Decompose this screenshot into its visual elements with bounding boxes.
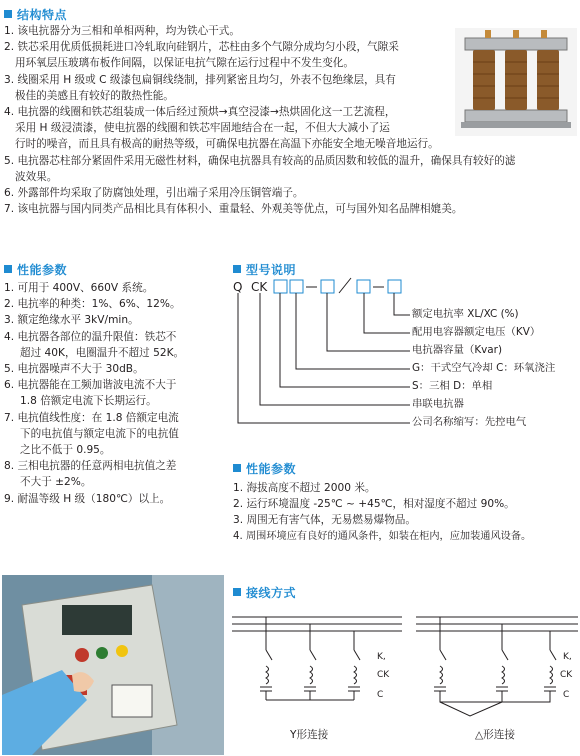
perf-right-line: 1. 海拔高度不超过 2000 米。 bbox=[233, 482, 376, 494]
model-label-series-reactor: 串联电抗器 bbox=[412, 398, 464, 410]
wiring-ck-label: CK bbox=[377, 670, 390, 680]
heading-square-icon bbox=[233, 588, 241, 596]
model-code-ck: CK bbox=[251, 280, 268, 294]
perf-left-line: 下的电抗值与额定电流下的电抗值 bbox=[20, 427, 179, 440]
structure-line: 行时的噪音，而且具有极高的耐热等级，可确保电抗器在高温下亦能安全地无噪音地运行。 bbox=[15, 138, 439, 151]
structure-line: 1. 该电抗器分为三相和单相两种，均为铁心干式。 bbox=[4, 25, 240, 37]
model-label-reactance-rate: 额定电抗率 XL/XC (%) bbox=[412, 308, 519, 320]
perf-right-title: 性能参数 bbox=[246, 461, 297, 476]
wiring-c-label: C bbox=[377, 690, 384, 700]
structure-line: 4. 电抗器的线圈和铁芯组装成一体后经过预烘→真空浸漆→热烘固化这一工艺流程， bbox=[4, 106, 396, 119]
reactor-photo bbox=[455, 28, 577, 136]
perf-left-title: 性能参数 bbox=[17, 262, 68, 277]
perf-left-line: 4. 电抗器各部位的温升限值：铁芯不 bbox=[4, 330, 177, 343]
structure-title: 结构特点 bbox=[17, 7, 68, 22]
wiring-diagram bbox=[230, 612, 580, 722]
perf-left-line: 1. 可用于 400V、660V 系统。 bbox=[4, 282, 154, 294]
perf-left-line: 9. 耐温等级 H 级（180℃）以上。 bbox=[4, 492, 171, 505]
structure-line: 采用 H 级浸渍漆，使电抗器的线圈和铁芯牢固地结合在一起，不但大大减小了运 bbox=[15, 122, 390, 135]
perf-left-line: 1.8 倍额定电流下长期运行。 bbox=[20, 395, 157, 408]
structure-line: 7. 该电抗器与国内同类产品相比具有体积小、重量轻、外观美等优点，可与国外知名品牌相媲美。 bbox=[4, 203, 463, 216]
model-code-q: Q bbox=[233, 280, 243, 294]
perf-left-section bbox=[4, 261, 226, 507]
heading-square-icon bbox=[4, 10, 12, 18]
perf-right-section bbox=[233, 460, 579, 545]
delta-connection-caption: △形连接 bbox=[475, 729, 515, 741]
wiring-k-label: K, bbox=[377, 652, 386, 662]
model-diagram bbox=[230, 276, 410, 436]
model-label-capacitor-voltage: 配用电容器额定电压（KV） bbox=[412, 326, 541, 338]
control-panel-photo bbox=[2, 575, 224, 755]
perf-right-line: 3. 周围无有害气体，无易燃易爆物品。 bbox=[233, 514, 416, 527]
structure-line: 5. 电抗器芯柱部分紧固件采用无磁性材料，确保电抗器具有较高的品质因数和较低的温升，确保具有较好的滤 bbox=[4, 154, 516, 167]
model-label-company: 公司名称缩写：先控电气 bbox=[412, 416, 527, 428]
perf-left-heading bbox=[4, 261, 226, 277]
wiring-heading bbox=[233, 584, 296, 600]
structure-line: 2. 铁芯采用优质低损耗进口冷轧取向硅钢片，芯柱由多个气隙分成均匀小段，气隙采 bbox=[4, 41, 399, 54]
heading-square-icon bbox=[4, 265, 12, 273]
structure-line: 用环氧层压玻璃布板作间隔，以保证电抗气隙在运行过程中不发生变化。 bbox=[15, 57, 354, 70]
perf-left-line: 5. 电抗器噪声不大于 30dB。 bbox=[4, 363, 144, 376]
y-connection-caption: Y形连接 bbox=[290, 729, 329, 741]
model-label-phase: S：三相 D：单相 bbox=[412, 380, 493, 392]
model-label-cooling: G：干式空气冷却 C：环氧浇注 bbox=[412, 362, 556, 374]
perf-right-line: 4. 周围环境应有良好的通风条件，如装在柜内，应加装通风设备。 bbox=[233, 530, 532, 542]
perf-left-line: 2. 电抗率的种类：1%、6%、12%。 bbox=[4, 298, 181, 311]
perf-left-line: 7. 电抗值线性度：在 1.8 倍额定电流 bbox=[4, 411, 179, 424]
structure-line: 波效果。 bbox=[15, 170, 58, 183]
perf-right-heading bbox=[233, 460, 579, 476]
perf-left-line: 不大于 ±2%。 bbox=[20, 476, 92, 489]
model-heading bbox=[233, 261, 296, 277]
structure-line: 6. 外露部件均采取了防腐蚀处理，引出端子采用冷压铜管端子。 bbox=[4, 187, 304, 200]
perf-left-line: 3. 额定绝缘水平 3kV/min。 bbox=[4, 314, 139, 327]
model-title: 型号说明 bbox=[246, 262, 297, 277]
structure-heading bbox=[4, 6, 580, 22]
perf-left-line: 之比不低于 0.95。 bbox=[20, 444, 111, 457]
perf-left-line: 6. 电抗器能在工频加谐波电流不大于 bbox=[4, 379, 177, 392]
wiring-k-label-delta: K, bbox=[563, 652, 572, 662]
wiring-title: 接线方式 bbox=[246, 585, 297, 600]
wiring-section bbox=[233, 584, 296, 600]
structure-line: 3. 线圈采用 H 级或 C 级漆包扁铜线绕制，排列紧密且均匀，外表不包绝缘层，具有 bbox=[4, 73, 396, 86]
wiring-c-label-delta: C bbox=[563, 690, 570, 700]
perf-left-line: 超过 40K，电圈温升不超过 52K。 bbox=[20, 346, 185, 359]
perf-right-line: 2. 运行环境温度 -25℃ ~ +45℃，相对湿度不超过 90%。 bbox=[233, 498, 515, 511]
structure-line: 极佳的美感且有较好的散热性能。 bbox=[15, 89, 174, 102]
model-section bbox=[233, 261, 296, 277]
wiring-ck-label-delta: CK bbox=[560, 670, 573, 680]
model-label-capacity: 电抗器容量（Kvar) bbox=[412, 344, 502, 356]
perf-left-line: 8. 三相电抗器的任意两相电抗值之差 bbox=[4, 460, 177, 473]
heading-square-icon bbox=[233, 464, 241, 472]
heading-square-icon bbox=[233, 265, 241, 273]
